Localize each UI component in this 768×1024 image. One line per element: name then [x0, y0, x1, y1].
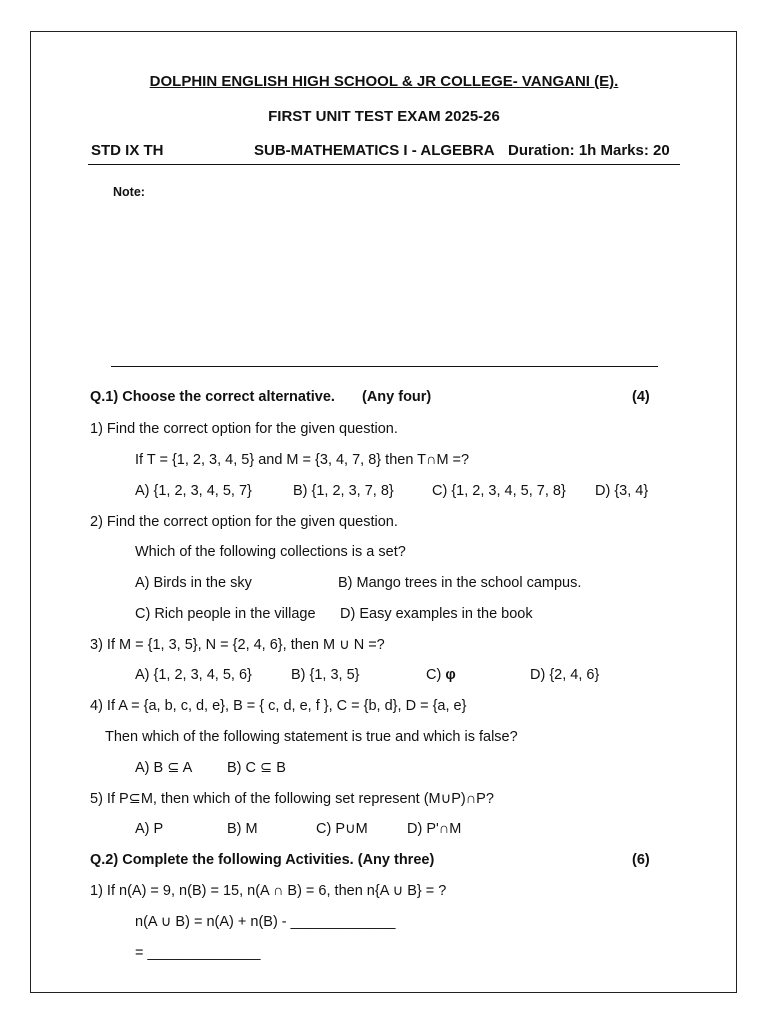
q1-item2-question: 2) Find the correct option for the given question. — [90, 514, 398, 530]
q1-item2-option-b: B) Mango trees in the school campus. — [338, 575, 582, 591]
school-name: DOLPHIN ENGLISH HIGH SCHOOL & JR COLLEGE- VANGANI (E). — [149, 73, 619, 90]
q1-item3-option-c-value: φ — [445, 667, 456, 683]
q2-item1-line2: = ______________ — [135, 945, 261, 961]
q1-item4-statement: Then which of the following statement is true and which is false? — [105, 729, 518, 745]
q1-item4-question: 4) If A = {a, b, c, d, e}, B = { c, d, e, f }, C = {b, d}, D = {a, e} — [90, 698, 467, 714]
q1-item5-option-b: B) M — [227, 821, 258, 837]
q1-title: Q.1) Choose the correct alternative. — [90, 389, 335, 405]
header-divider — [88, 164, 680, 165]
q1-item5-option-d: D) P'∩M — [407, 821, 462, 837]
q1-item2-option-d: D) Easy examples in the book — [340, 606, 533, 622]
q1-item5-option-c: C) P∪M — [316, 821, 368, 837]
page-border — [30, 31, 737, 993]
q1-item3-option-c — [426, 666, 456, 684]
q2-title: Q.2) Complete the following Activities. (Any three) — [90, 852, 435, 868]
q1-item3-question: 3) If M = {1, 3, 5}, N = {2, 4, 6}, then M ∪ N =? — [90, 637, 385, 653]
standard: STD IX TH — [91, 142, 164, 159]
q1-item3-option-a: A) {1, 2, 3, 4, 5, 6} — [135, 667, 252, 683]
q2-item1-question: 1) If n(A) = 9, n(B) = 15, n(A ∩ B) = 6, then n{A ∪ B} = ? — [90, 883, 447, 899]
q1-item4-option-b: B) C ⊆ B — [227, 760, 286, 776]
q1-item2-option-c: C) Rich people in the village — [135, 606, 316, 622]
q1-item1-question: 1) Find the correct option for the given question. — [90, 421, 398, 437]
q1-item2-statement: Which of the following collections is a set? — [135, 544, 406, 560]
q1-item5-option-a: A) P — [135, 821, 164, 837]
q1-item5-question: 5) If P⊆M, then which of the following set represent (M∪P)∩P? — [90, 791, 494, 807]
q2-marks: (6) — [632, 852, 650, 868]
q1-item1-option-b: B) {1, 2, 3, 7, 8} — [293, 483, 394, 499]
q1-item3-option-b: B) {1, 3, 5} — [291, 667, 360, 683]
q1-marks: (4) — [632, 389, 650, 405]
q1-item3-option-c-label: C) — [426, 667, 446, 683]
exam-title: FIRST UNIT TEST EXAM 2025-26 — [268, 108, 500, 125]
q1-item3-option-d: D) {2, 4, 6} — [530, 667, 600, 683]
q1-item1-option-a: A) {1, 2, 3, 4, 5, 7} — [135, 483, 252, 499]
q1-item1-statement: If T = {1, 2, 3, 4, 5} and M = {3, 4, 7, 8} then T∩M =? — [135, 452, 470, 468]
note-divider — [111, 366, 658, 367]
duration-marks: Duration: 1h Marks: 20 — [508, 142, 670, 159]
subject: SUB-MATHEMATICS I - ALGEBRA — [254, 142, 495, 159]
q1-item4-option-a: A) B ⊆ A — [135, 760, 193, 776]
q1-item1-option-c: C) {1, 2, 3, 4, 5, 7, 8} — [432, 483, 566, 499]
q1-any: (Any four) — [362, 389, 432, 405]
q1-item2-option-a: A) Birds in the sky — [135, 575, 252, 591]
q1-item1-option-d: D) {3, 4} — [595, 483, 649, 499]
q2-item1-line1: n(A ∪ B) = n(A) + n(B) - _____________ — [135, 914, 396, 930]
note-label: Note: — [113, 185, 145, 199]
